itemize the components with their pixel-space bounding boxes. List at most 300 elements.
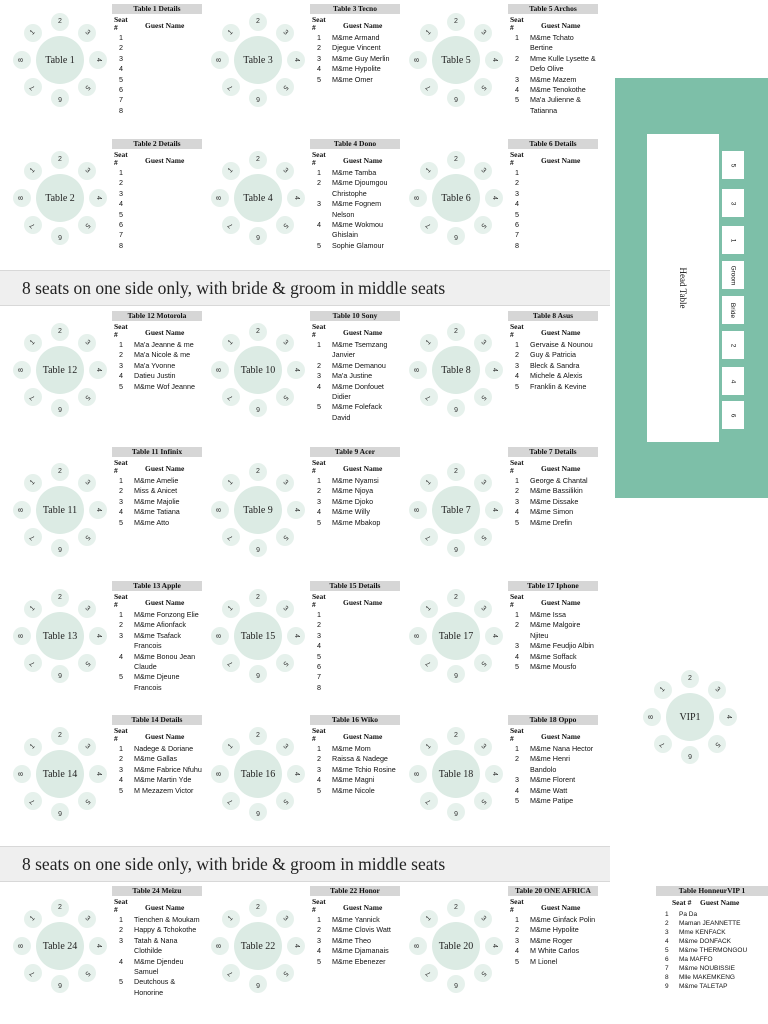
guest-row (508, 54, 598, 75)
seat-column-header: Seat # (510, 897, 524, 914)
guest-name: M&me Mom (332, 744, 371, 753)
seat: 2 (447, 151, 465, 169)
guest-column-header: Guest Name (541, 328, 581, 337)
guest-name: M&me Simon (530, 507, 574, 517)
seat-number: 8 (515, 240, 519, 250)
head-table-seat (722, 151, 744, 179)
seat: 7 (218, 650, 243, 675)
guest-name: M&me Ebenezer (332, 956, 386, 966)
seat: 3 (470, 906, 495, 931)
seat-number: 5 (317, 517, 321, 527)
table-label: Table 7 (432, 486, 480, 534)
seat: 2 (447, 323, 465, 341)
guest-name (134, 178, 202, 188)
round-table (210, 462, 306, 558)
seat: 8 (211, 765, 229, 783)
seat-number: 7 (119, 230, 123, 240)
seat: 6 (447, 665, 465, 683)
seat: 1 (20, 734, 45, 759)
seat: 7 (218, 788, 243, 813)
seat: 8 (13, 189, 31, 207)
seat: 2 (51, 151, 69, 169)
guest-row (112, 241, 202, 251)
seat: 5 (470, 524, 495, 549)
guest-list-panel (310, 4, 400, 85)
seat-number: 3 (665, 929, 669, 936)
seat: 4 (485, 937, 503, 955)
guest-name: Ma'a Julienne & Tatianna (530, 95, 581, 115)
guest-row (310, 925, 400, 935)
seat: 7 (20, 74, 45, 99)
seat-number: 1 (119, 168, 123, 177)
round-table (642, 669, 738, 765)
seat-number: 3 (119, 630, 123, 640)
guest-row (508, 85, 598, 95)
round-table (408, 898, 504, 994)
seat-column-header: Seat # (114, 150, 128, 167)
panel-title: Table 10 Sony (310, 311, 400, 321)
guest-name: M&me DONFACK (679, 938, 732, 945)
seat: 2 (51, 13, 69, 31)
guest-row (112, 210, 202, 220)
seat-column-header: Seat # (510, 322, 524, 339)
seat: 4 (287, 627, 305, 645)
table-label: Table 24 (36, 922, 84, 970)
guest-row (508, 210, 598, 220)
guest-name: M&me Nicole (332, 785, 375, 795)
round-table (12, 588, 108, 684)
seat-number: 1 (515, 915, 519, 924)
guest-row (508, 476, 598, 486)
head-table-seat-label: Bride (729, 302, 737, 318)
seat: 1 (416, 596, 441, 621)
panel-title: Table 1 Details (112, 4, 202, 14)
seat-number: 1 (515, 744, 519, 753)
guest-name: M&me Fonzong Elie (134, 610, 199, 619)
guest-name: Mlle MAKEMKENG (679, 974, 735, 981)
seat: 5 (74, 74, 99, 99)
seat-number: 2 (119, 925, 123, 935)
seat-number: 8 (665, 974, 669, 981)
head-table-seat (722, 226, 744, 254)
guest-list-panel (112, 886, 202, 998)
guest-column-header: Guest Name (145, 732, 185, 741)
guest-row (112, 199, 202, 209)
seat: 6 (249, 399, 267, 417)
seat-number: 4 (515, 199, 519, 209)
seat: 4 (89, 937, 107, 955)
guest-name: M&me Tsemzang Janvier (332, 340, 388, 360)
seat: 8 (409, 361, 427, 379)
guest-name (134, 64, 202, 74)
panel-header (508, 591, 598, 610)
seat: 5 (272, 212, 297, 237)
seat-number: 5 (515, 956, 519, 966)
guest-row (112, 925, 202, 935)
guest-name: Deutchous & Honorine (134, 977, 176, 997)
guest-name: Michele & Alexis (530, 371, 583, 381)
guest-name: Raissa & Nadege (332, 754, 388, 764)
guest-name (134, 33, 202, 43)
seat-number: 4 (317, 220, 321, 230)
guest-name (134, 241, 202, 251)
guest-name: M&me Magni (332, 775, 375, 785)
guest-name (332, 641, 400, 651)
seat-number: 4 (119, 651, 123, 661)
seat-number: 1 (119, 33, 123, 42)
seat-number: 4 (317, 507, 321, 517)
guest-name: M&me Amelie (134, 476, 179, 485)
guest-row (508, 361, 598, 371)
seat-number: 4 (317, 641, 321, 651)
panel-header (310, 725, 400, 744)
guest-name: Ma'a Yvonne (134, 360, 176, 370)
panel-header (310, 321, 400, 340)
table-label: Table 4 (234, 174, 282, 222)
seat-number: 5 (119, 785, 123, 795)
seat-number: 5 (317, 956, 321, 966)
table-label: Table 6 (432, 174, 480, 222)
table-label: Table 1 (36, 36, 84, 84)
seat: 7 (20, 788, 45, 813)
guest-row (112, 54, 202, 64)
seat: 7 (218, 524, 243, 549)
seat: 5 (74, 384, 99, 409)
seat: 7 (416, 212, 441, 237)
seat-number: 3 (119, 935, 123, 945)
seat: 8 (13, 501, 31, 519)
seat: 1 (218, 596, 243, 621)
seat: 4 (485, 51, 503, 69)
seat-number: 6 (317, 662, 321, 672)
guest-name: M&me Yannick (332, 915, 380, 924)
seat: 4 (485, 361, 503, 379)
seat-number: 3 (317, 496, 321, 506)
seat-number: 7 (317, 672, 321, 682)
seat-number: 1 (515, 33, 519, 42)
seat: 2 (249, 899, 267, 917)
panel-header (112, 896, 202, 915)
seat: 3 (74, 596, 99, 621)
guest-name: M&me Djoumgou Christophe (332, 178, 388, 198)
seat-number: 3 (515, 74, 519, 84)
guest-row (112, 936, 202, 957)
seat-number: 5 (317, 240, 321, 250)
seat: 2 (249, 151, 267, 169)
seat-number: 1 (119, 340, 123, 349)
seat-number: 5 (119, 381, 123, 391)
guest-row (112, 915, 202, 925)
seat: 8 (409, 765, 427, 783)
seat: 3 (272, 20, 297, 45)
round-table (12, 322, 108, 418)
seat-number: 2 (119, 754, 123, 764)
table-label: Table 22 (234, 922, 282, 970)
seat: 1 (416, 470, 441, 495)
seat: 5 (74, 212, 99, 237)
guest-row (112, 361, 202, 371)
seat: 8 (13, 627, 31, 645)
round-table (408, 588, 504, 684)
guest-list-panel (310, 581, 400, 693)
guest-name: M&me Wof Jeanne (134, 381, 195, 391)
seat-number: 5 (515, 662, 519, 672)
guest-row (508, 33, 598, 54)
panel-title: Table 17 Iphone (508, 581, 598, 591)
seat-number: 8 (317, 682, 321, 692)
seat-number: 4 (515, 785, 519, 795)
guest-name: M&me Hypolite (530, 925, 579, 935)
seat: 5 (470, 74, 495, 99)
guest-name: M&me Nyamsi (332, 476, 379, 485)
table-label: Table 11 (36, 486, 84, 534)
guest-name (530, 210, 598, 220)
seat: 1 (20, 596, 45, 621)
guest-row (310, 382, 400, 403)
seat: 2 (51, 589, 69, 607)
guest-row (310, 672, 400, 682)
guest-list-panel (310, 447, 400, 528)
seat-number: 4 (515, 507, 519, 517)
guest-row (112, 754, 202, 764)
guest-name: M&me Theo (332, 935, 372, 945)
guest-row (112, 168, 202, 178)
seat: 2 (51, 727, 69, 745)
guest-row (112, 95, 202, 105)
seat: 5 (470, 384, 495, 409)
head-table-seat-label: 1 (729, 238, 737, 242)
seat: 6 (249, 665, 267, 683)
guest-name: M&me Tchato Bertine (530, 33, 574, 53)
guest-name (134, 189, 202, 199)
guest-row (112, 106, 202, 116)
seat-column-header: Seat # (312, 592, 326, 609)
seat: 1 (20, 470, 45, 495)
guest-column-header: Guest Name (145, 328, 185, 337)
panel-title: Table 13 Apple (112, 581, 202, 591)
seat: 7 (650, 731, 675, 756)
seat-number: 7 (665, 965, 669, 972)
guest-row (112, 33, 202, 43)
seat-number: 5 (317, 402, 321, 412)
panel-title: Table 18 Oppo (508, 715, 598, 725)
seat: 6 (249, 89, 267, 107)
seat-column-header: Seat # (312, 15, 326, 32)
guest-list-panel (508, 886, 598, 967)
seat: 4 (89, 361, 107, 379)
guest-row (112, 507, 202, 517)
guest-name: Nadege & Doriane (134, 744, 194, 753)
seat-number: 3 (317, 199, 321, 209)
guest-column-header: Guest Name (343, 156, 383, 165)
guest-name: M Mezazem Victor (134, 785, 194, 795)
guest-row (508, 486, 598, 496)
seat-number: 4 (317, 775, 321, 785)
seat-column-header: Seat # (114, 458, 128, 475)
seat: 5 (74, 524, 99, 549)
guest-name: M&me Issa (530, 610, 566, 619)
seat: 5 (272, 960, 297, 985)
guest-row (112, 476, 202, 486)
guest-name: Datieu Justin (134, 371, 176, 381)
guest-name: M&me TALETAP (679, 983, 728, 990)
seat-number: 9 (665, 983, 669, 990)
guest-row (656, 937, 768, 946)
guest-row (112, 486, 202, 496)
guest-name (134, 168, 202, 178)
guest-list-panel (112, 581, 202, 693)
seat: 3 (470, 20, 495, 45)
guest-row (656, 982, 768, 991)
seat-number: 2 (515, 178, 519, 188)
seat: 7 (218, 212, 243, 237)
seat: 6 (447, 399, 465, 417)
guest-row (508, 75, 598, 85)
seat: 4 (287, 501, 305, 519)
guest-name (332, 683, 400, 693)
guest-name: M&me Tatiana (134, 507, 180, 517)
guest-row (508, 936, 598, 946)
seat: 2 (249, 727, 267, 745)
guest-name (134, 230, 202, 240)
guest-row (656, 919, 768, 928)
guest-name: M&me Clovis Watt (332, 925, 391, 935)
seat: 1 (218, 20, 243, 45)
seat: 7 (416, 524, 441, 549)
seat-number: 2 (515, 925, 519, 935)
seat: 4 (485, 627, 503, 645)
guest-column-header: Guest Name (343, 903, 383, 912)
guest-row (508, 497, 598, 507)
seat-number: 2 (317, 178, 321, 188)
seat-number: 4 (119, 775, 123, 785)
table-label: Table 12 (36, 346, 84, 394)
seat-number: 3 (317, 764, 321, 774)
panel-title: Table 8 Asus (508, 311, 598, 321)
seat-number: 4 (515, 946, 519, 956)
seat-number: 2 (515, 350, 519, 360)
seat: 3 (74, 20, 99, 45)
panel-header (310, 149, 400, 168)
guest-row (112, 220, 202, 230)
seat: 8 (13, 361, 31, 379)
seat-number: 6 (119, 85, 123, 95)
guest-name (530, 189, 598, 199)
guest-name (134, 54, 202, 64)
seat-number: 1 (317, 33, 321, 42)
guest-name: M White Carlos (530, 946, 580, 956)
seat: 5 (74, 788, 99, 813)
seat-number: 2 (317, 620, 321, 630)
seat: 8 (409, 189, 427, 207)
guest-name: M&me Djoko (332, 496, 374, 506)
seat-column-header: Seat # (114, 726, 128, 743)
guest-column-header: Guest Name (145, 21, 185, 30)
round-table (210, 12, 306, 108)
panel-header (508, 149, 598, 168)
panel-header (112, 149, 202, 168)
head-table-seat-label: 4 (729, 379, 737, 383)
seat: 6 (447, 975, 465, 993)
guest-name: Tienchen & Moukam (134, 915, 200, 924)
guest-row (508, 95, 598, 116)
seat-number: 6 (665, 956, 669, 963)
guest-row (112, 85, 202, 95)
seat: 2 (447, 899, 465, 917)
head-table-seat (722, 261, 744, 289)
seat: 3 (74, 906, 99, 931)
banner-text: 8 seats on one side only, with bride & groom in middle seats (22, 854, 446, 874)
seat-number: 2 (119, 620, 123, 630)
guest-row (508, 925, 598, 935)
panel-header (508, 457, 598, 476)
guest-row (656, 946, 768, 955)
seat: 5 (272, 384, 297, 409)
seat: 4 (89, 501, 107, 519)
guest-name: M Lionel (530, 956, 558, 966)
seat: 3 (470, 734, 495, 759)
seat: 5 (272, 524, 297, 549)
guest-name (134, 43, 202, 53)
guest-row (656, 973, 768, 982)
seat-number: 1 (515, 476, 519, 485)
seat-number: 2 (119, 350, 123, 360)
guest-row (508, 168, 598, 178)
table-label: Table 9 (234, 486, 282, 534)
guest-name: M&me Mbakop (332, 517, 381, 527)
seat: 7 (218, 74, 243, 99)
seat: 1 (416, 20, 441, 45)
seat-number: 2 (317, 754, 321, 764)
seat-number: 1 (665, 911, 669, 918)
guest-row (310, 220, 400, 241)
seat: 4 (287, 937, 305, 955)
guest-name: M&me Mazem (530, 74, 577, 84)
seat-number: 4 (515, 371, 519, 381)
head-table (615, 78, 768, 498)
seat-number: 1 (515, 340, 519, 349)
seat: 1 (218, 470, 243, 495)
seat-number: 1 (515, 168, 519, 177)
seat: 8 (643, 708, 661, 726)
panel-title: Table 4 Dono (310, 139, 400, 149)
guest-name: M&me Omer (332, 74, 373, 84)
guest-row (508, 775, 598, 785)
seat: 2 (681, 670, 699, 688)
seat: 6 (249, 539, 267, 557)
seat: 8 (13, 937, 31, 955)
guest-name: Happy & Tchokothe (134, 925, 197, 935)
panel-header (656, 896, 768, 910)
seat-number: 2 (317, 925, 321, 935)
seat: 7 (20, 650, 45, 675)
seat-column-header: Seat # (114, 15, 128, 32)
guest-list-panel (310, 886, 400, 967)
seat-number: 2 (119, 178, 123, 188)
seat-number: 4 (119, 507, 123, 517)
seat: 3 (704, 677, 729, 702)
seat: 8 (13, 51, 31, 69)
guest-name: Mme Kulle Lysette & Defo Olive (530, 53, 596, 74)
guest-name: M&me Patipe (530, 796, 574, 806)
guest-column-header: Guest Name (343, 328, 383, 337)
seat: 6 (51, 399, 69, 417)
guest-row (310, 340, 400, 361)
guest-row (310, 199, 400, 220)
guest-row (508, 652, 598, 662)
guest-name: M&me Mousfo (530, 662, 577, 672)
head-table-seat-label: Groom (729, 265, 737, 285)
